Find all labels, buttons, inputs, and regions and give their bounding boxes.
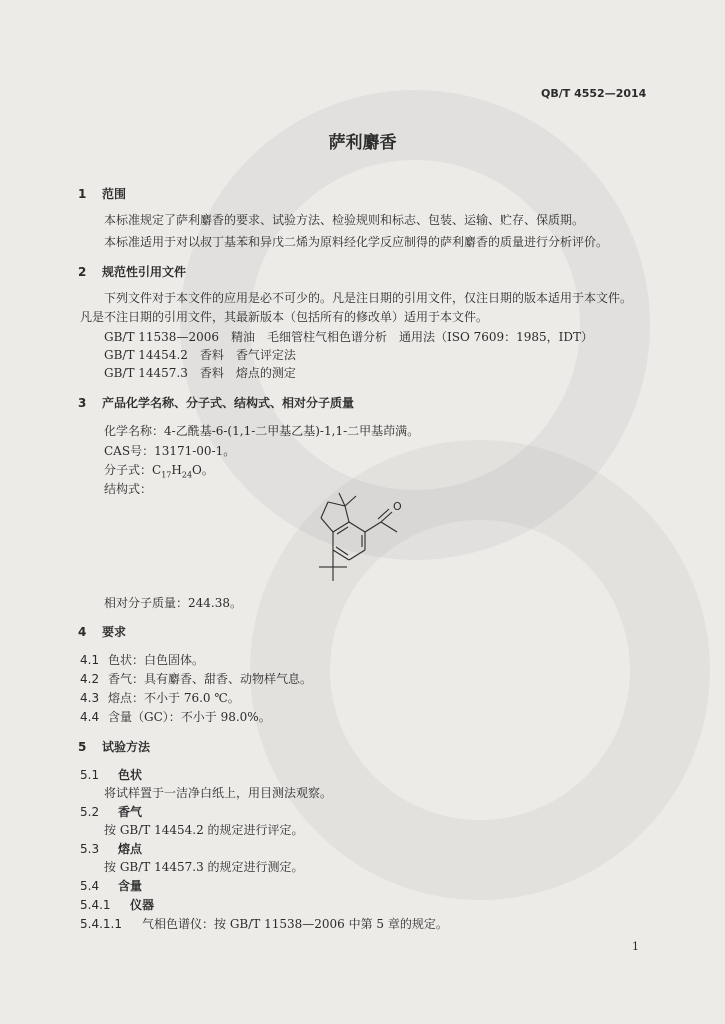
requirement-text: 含量（GC）：不小于 98.0%。 xyxy=(108,710,271,724)
requirement-number: 4.1 xyxy=(80,653,100,667)
section-number: 1 xyxy=(78,187,87,201)
double-bond-inner xyxy=(336,547,348,555)
test-method-text: 将试样置于一洁净白纸上，用目测法观察。 xyxy=(104,786,333,800)
subsection-title: 仪器 xyxy=(130,898,155,912)
bond xyxy=(321,518,333,532)
requirement-text: 香气：具有麝香、甜香、动物样气息。 xyxy=(108,672,313,686)
methyl-bond xyxy=(339,493,345,506)
subsection-number: 5.3 xyxy=(80,842,100,856)
section-title: 产品化学名称、分子式、结构式、相对分子质量 xyxy=(102,396,355,410)
subsection-number: 5.1 xyxy=(80,768,100,782)
formula-hydrogen-count: 24 xyxy=(181,470,193,480)
bond xyxy=(333,522,349,532)
standard-number: QB/T 4552—2014 xyxy=(541,87,647,100)
carbonyl-bond xyxy=(378,509,389,519)
subsection-heading-5-2 xyxy=(80,804,142,820)
bond xyxy=(381,522,397,532)
section-number: 5 xyxy=(78,740,87,754)
subsection-5-4-1-1 xyxy=(80,916,448,932)
bond xyxy=(365,522,381,532)
section-5-heading xyxy=(78,739,150,755)
section-title: 要求 xyxy=(102,625,127,639)
section-number: 3 xyxy=(78,396,87,410)
formula-carbon-count: 17 xyxy=(161,470,172,480)
section-number: 4 xyxy=(78,625,87,639)
subsection-number: 5.4.1 xyxy=(80,898,111,912)
subsection-number: 5.4 xyxy=(80,879,100,893)
page-title: 萨利麝香 xyxy=(328,133,397,153)
carbonyl-bond xyxy=(381,512,392,522)
test-method-text: 按 GB/T 14457.3 的规定进行测定。 xyxy=(104,860,304,874)
requirement-text: 色状：白色固体。 xyxy=(108,653,205,667)
requirement-item xyxy=(80,690,240,706)
chemical-name: 化学名称：4-乙酰基-6-(1,1-二甲基乙基)-1,1-二甲基茚满。 xyxy=(104,424,420,438)
bond xyxy=(349,550,365,560)
requirement-item xyxy=(80,709,271,725)
subsection-heading-5-3 xyxy=(80,841,142,857)
section-title: 范围 xyxy=(102,187,127,201)
requirement-item xyxy=(80,671,312,687)
references-paragraph-1: 下列文件对于本文件的应用是必不可少的。凡是注日期的引用文件，仅注日期的版本适用于本文件。 xyxy=(104,291,633,305)
subsection-title: 香气 xyxy=(118,805,143,819)
oxygen-atom-label: O xyxy=(393,500,402,513)
requirement-number: 4.4 xyxy=(80,710,100,724)
bond xyxy=(321,502,328,518)
reference-item: GB/T 11538—2006 精油 毛细管柱气相色谱分析 通用法（ISO 7609：1985，IDT） xyxy=(104,330,594,344)
subsection-heading-5-1 xyxy=(80,767,142,783)
page-number: 1 xyxy=(632,940,639,953)
requirement-item xyxy=(80,652,204,668)
subsection-heading-5-4 xyxy=(80,878,142,894)
subsection-title: 熔点 xyxy=(118,842,143,856)
bond xyxy=(349,522,365,532)
section-title: 规范性引用文件 xyxy=(102,265,187,279)
requirement-number: 4.3 xyxy=(80,691,100,705)
reference-item: GB/T 14454.2 香料 香气评定法 xyxy=(104,348,296,362)
requirement-text: 熔点：不小于 76.0 ℃。 xyxy=(108,691,240,705)
section-title: 试验方法 xyxy=(102,740,151,754)
subsection-heading-5-4-1 xyxy=(80,897,154,913)
cas-number: CAS号：13171-00-1。 xyxy=(104,444,236,458)
molecular-weight: 相对分子质量：244.38。 xyxy=(104,596,242,610)
references-paragraph-2: 凡是不注日期的引用文件，其最新版本（包括所有的修改单）适用于本文件。 xyxy=(80,310,489,324)
subsection-title: 色状 xyxy=(118,768,143,782)
scope-paragraph-1: 本标准规定了萨利麝香的要求、试验方法、检验规则和标志、包装、运输、贮存、保质期。 xyxy=(104,213,585,227)
test-method-text: 按 GB/T 14454.2 的规定进行评定。 xyxy=(104,823,304,837)
clause-number: 5.4.1.1 xyxy=(80,917,122,931)
methyl-bond xyxy=(345,496,356,506)
formula-carbon: C xyxy=(152,463,162,477)
section-4-heading xyxy=(78,624,126,640)
section-3-heading xyxy=(78,395,354,411)
subsection-title: 含量 xyxy=(118,879,143,893)
structural-formula-diagram xyxy=(315,490,425,590)
requirement-number: 4.2 xyxy=(80,672,100,686)
subsection-number: 5.2 xyxy=(80,805,100,819)
clause-text: 气相色谱仪：按 GB/T 11538—2006 中第 5 章的规定。 xyxy=(142,917,448,931)
formula-oxygen: O。 xyxy=(192,463,214,477)
formula-hydrogen: H xyxy=(171,463,182,477)
scope-paragraph-2: 本标准适用于对以叔丁基苯和异戊二烯为原料经化学反应制得的萨利麝香的质量进行分析评价。 xyxy=(104,235,609,249)
section-2-heading xyxy=(78,264,186,280)
reference-item: GB/T 14457.3 香料 熔点的测定 xyxy=(104,366,296,380)
bond xyxy=(333,550,349,560)
bond xyxy=(328,502,345,506)
section-1-heading xyxy=(78,186,126,202)
structure-label: 结构式： xyxy=(104,482,153,496)
section-number: 2 xyxy=(78,265,87,279)
bond xyxy=(345,506,349,522)
formula-label: 分子式： xyxy=(104,463,153,477)
